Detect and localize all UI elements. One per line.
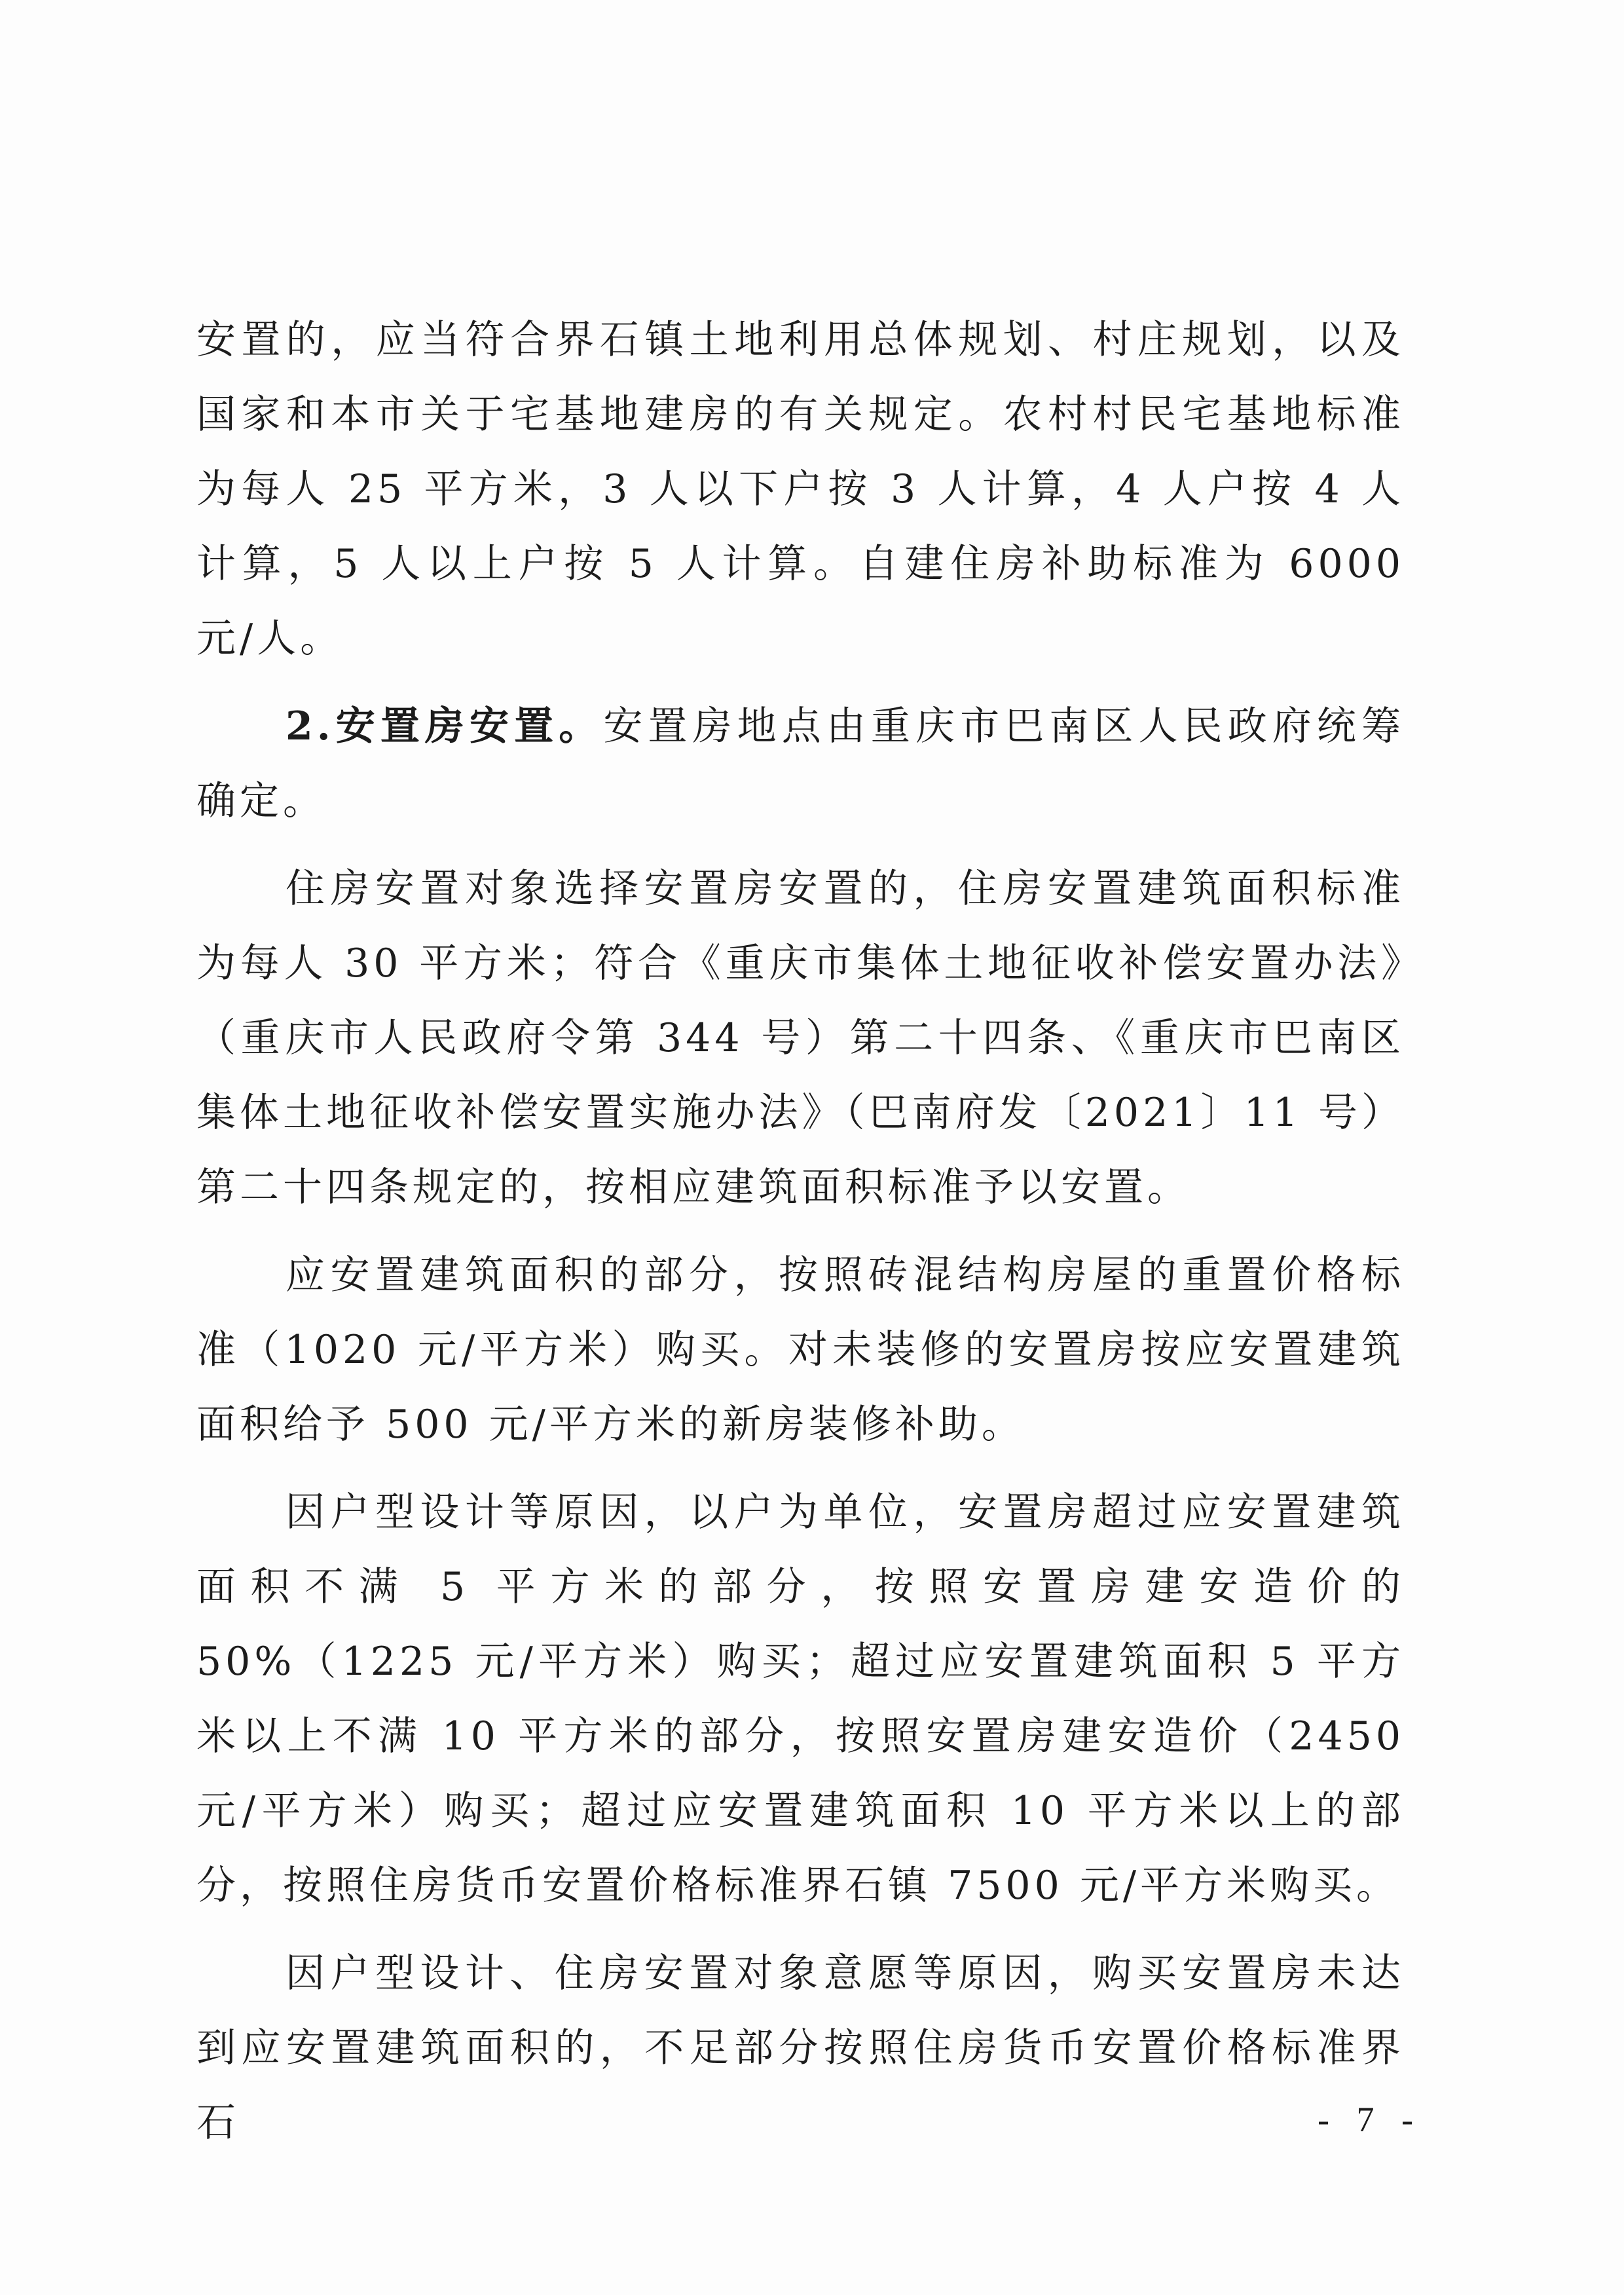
paragraph-1: 安置的，应当符合界石镇土地利用总体规划、村庄规划，以及国家和本市关于宅基地建房的有关规定。农村村民宅基地标准为每人 25 平方米，3 人以下户按 3 人计算，4 人户按 4 人计算，5 人以上户按 5 人计算。自建住房补助标准为 6000 元/人。 xyxy=(196,317,1405,662)
section-heading-resettlement-housing: 2.安置房安置。 xyxy=(286,703,604,749)
paragraph-2-text: 安置房地点由重庆市巴南区人民政府统筹确定。 xyxy=(196,703,1405,824)
paragraph-6: 因户型设计、住房安置对象意愿等原因，购买安置房未达到应安置建筑面积的，不足部分按照住房货币安置价格标准界石 xyxy=(196,1950,1405,2146)
paragraph-4: 应安置建筑面积的部分，按照砖混结构房屋的重置价格标准（1020 元/平方米）购买。对未装修的安置房按应安置建筑面积给予 500 元/平方米的新房装修补助。 xyxy=(196,1252,1405,1447)
paragraph-2 xyxy=(196,689,1405,838)
paragraph-5: 因户型设计等原因，以户为单位，安置房超过应安置建筑面积不满 5 平方米的部分，按照安置房建安造价的 50%（1225 元/平方米）购买；超过应安置建筑面积 5 平方米以上不满 10 平方米的部分，按照安置房建安造价（2450 元/平方米）购买；超过应安置建筑面积 10 平方米以上的部分，按照住房货币安置价格标准界石镇 7500 元/平方米购买。 xyxy=(196,1489,1405,1909)
page-number: - 7 - xyxy=(1318,2100,1422,2139)
paragraph-3: 住房安置对象选择安置房安置的，住房安置建筑面积标准为每人 30 平方米；符合《重庆市集体土地征收补偿安置办法》（重庆市人民政府令第 344 号）第二十四条、《重庆市巴南区集体土地征收补偿安置实施办法》（巴南府发〔2021〕11 号）第二十四条规定的，按相应建筑面积标准予以安置。 xyxy=(196,866,1405,1210)
document-body xyxy=(196,303,1405,2160)
